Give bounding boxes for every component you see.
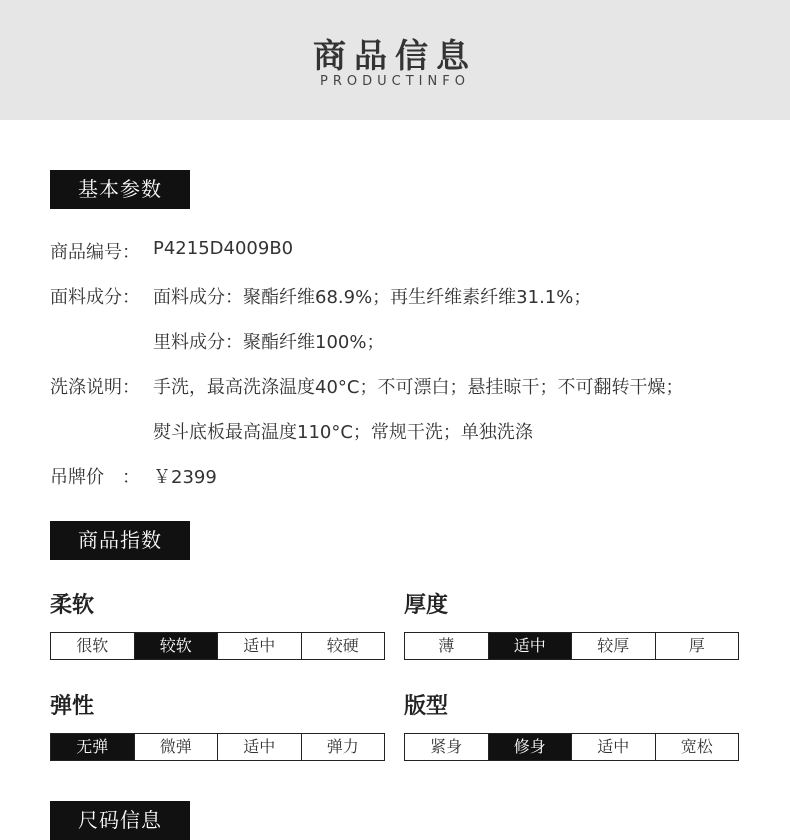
wash-line-1: 手洗，最高洗涤温度40°C；不可漂白；悬挂晾干；不可翻转干燥；	[153, 377, 684, 398]
row-material-2	[50, 328, 385, 353]
softness-option: 适中	[218, 633, 302, 659]
product-code-label: 商品编号：	[50, 242, 140, 263]
row-wash	[50, 373, 684, 399]
thickness-option: 适中	[489, 633, 573, 659]
row-product-code	[50, 238, 294, 264]
thickness-option: 较厚	[572, 633, 656, 659]
softness-option: 很软	[51, 633, 135, 659]
product-code-value: P4215D4009B0	[153, 238, 294, 259]
thickness-option: 厚	[688, 636, 705, 655]
header-banner	[0, 0, 790, 120]
thickness-title: 厚度	[404, 593, 449, 618]
elasticity-scale	[50, 733, 385, 761]
fit-option: 修身	[489, 734, 573, 760]
thickness-option: 薄	[405, 633, 489, 659]
price-label: 吊牌价 ：	[50, 467, 140, 488]
section-tag-size: 尺码信息	[50, 801, 190, 840]
price-value: ￥2399	[153, 467, 217, 488]
softness-option: 较软	[135, 633, 219, 659]
softness-scale	[50, 632, 385, 660]
row-price	[50, 463, 217, 489]
elasticity-option: 微弹	[135, 734, 219, 760]
thickness-scale	[404, 632, 739, 660]
fit-title: 版型	[404, 694, 449, 719]
section-tag-basic: 基本参数	[50, 170, 190, 209]
fit-option: 宽松	[680, 737, 713, 756]
page-subtitle: PRODUCTINFO	[320, 74, 470, 89]
fit-option: 紧身	[405, 734, 489, 760]
elasticity-title: 弹性	[50, 694, 95, 719]
wash-label: 洗涤说明：	[50, 377, 140, 398]
page-title: 商品信息	[313, 36, 477, 75]
material-label: 面料成分：	[50, 287, 140, 308]
elasticity-option: 适中	[218, 734, 302, 760]
elasticity-option: 弹力	[326, 737, 359, 756]
wash-line-2: 熨斗底板最高温度110°C；常规干洗；单独洗涤	[153, 422, 533, 443]
fit-scale	[404, 733, 739, 761]
material-line-1: 面料成分：聚酯纤维68.9%；再生纤维素纤维31.1%；	[153, 287, 592, 308]
material-line-2: 里料成分：聚酯纤维100%；	[153, 332, 385, 353]
row-material	[50, 283, 592, 309]
softness-title: 柔软	[50, 593, 95, 618]
elasticity-option: 无弹	[51, 734, 135, 760]
fit-option: 适中	[572, 734, 656, 760]
row-wash-2	[50, 418, 533, 443]
softness-option: 较硬	[326, 636, 359, 655]
section-tag-index: 商品指数	[50, 521, 190, 560]
